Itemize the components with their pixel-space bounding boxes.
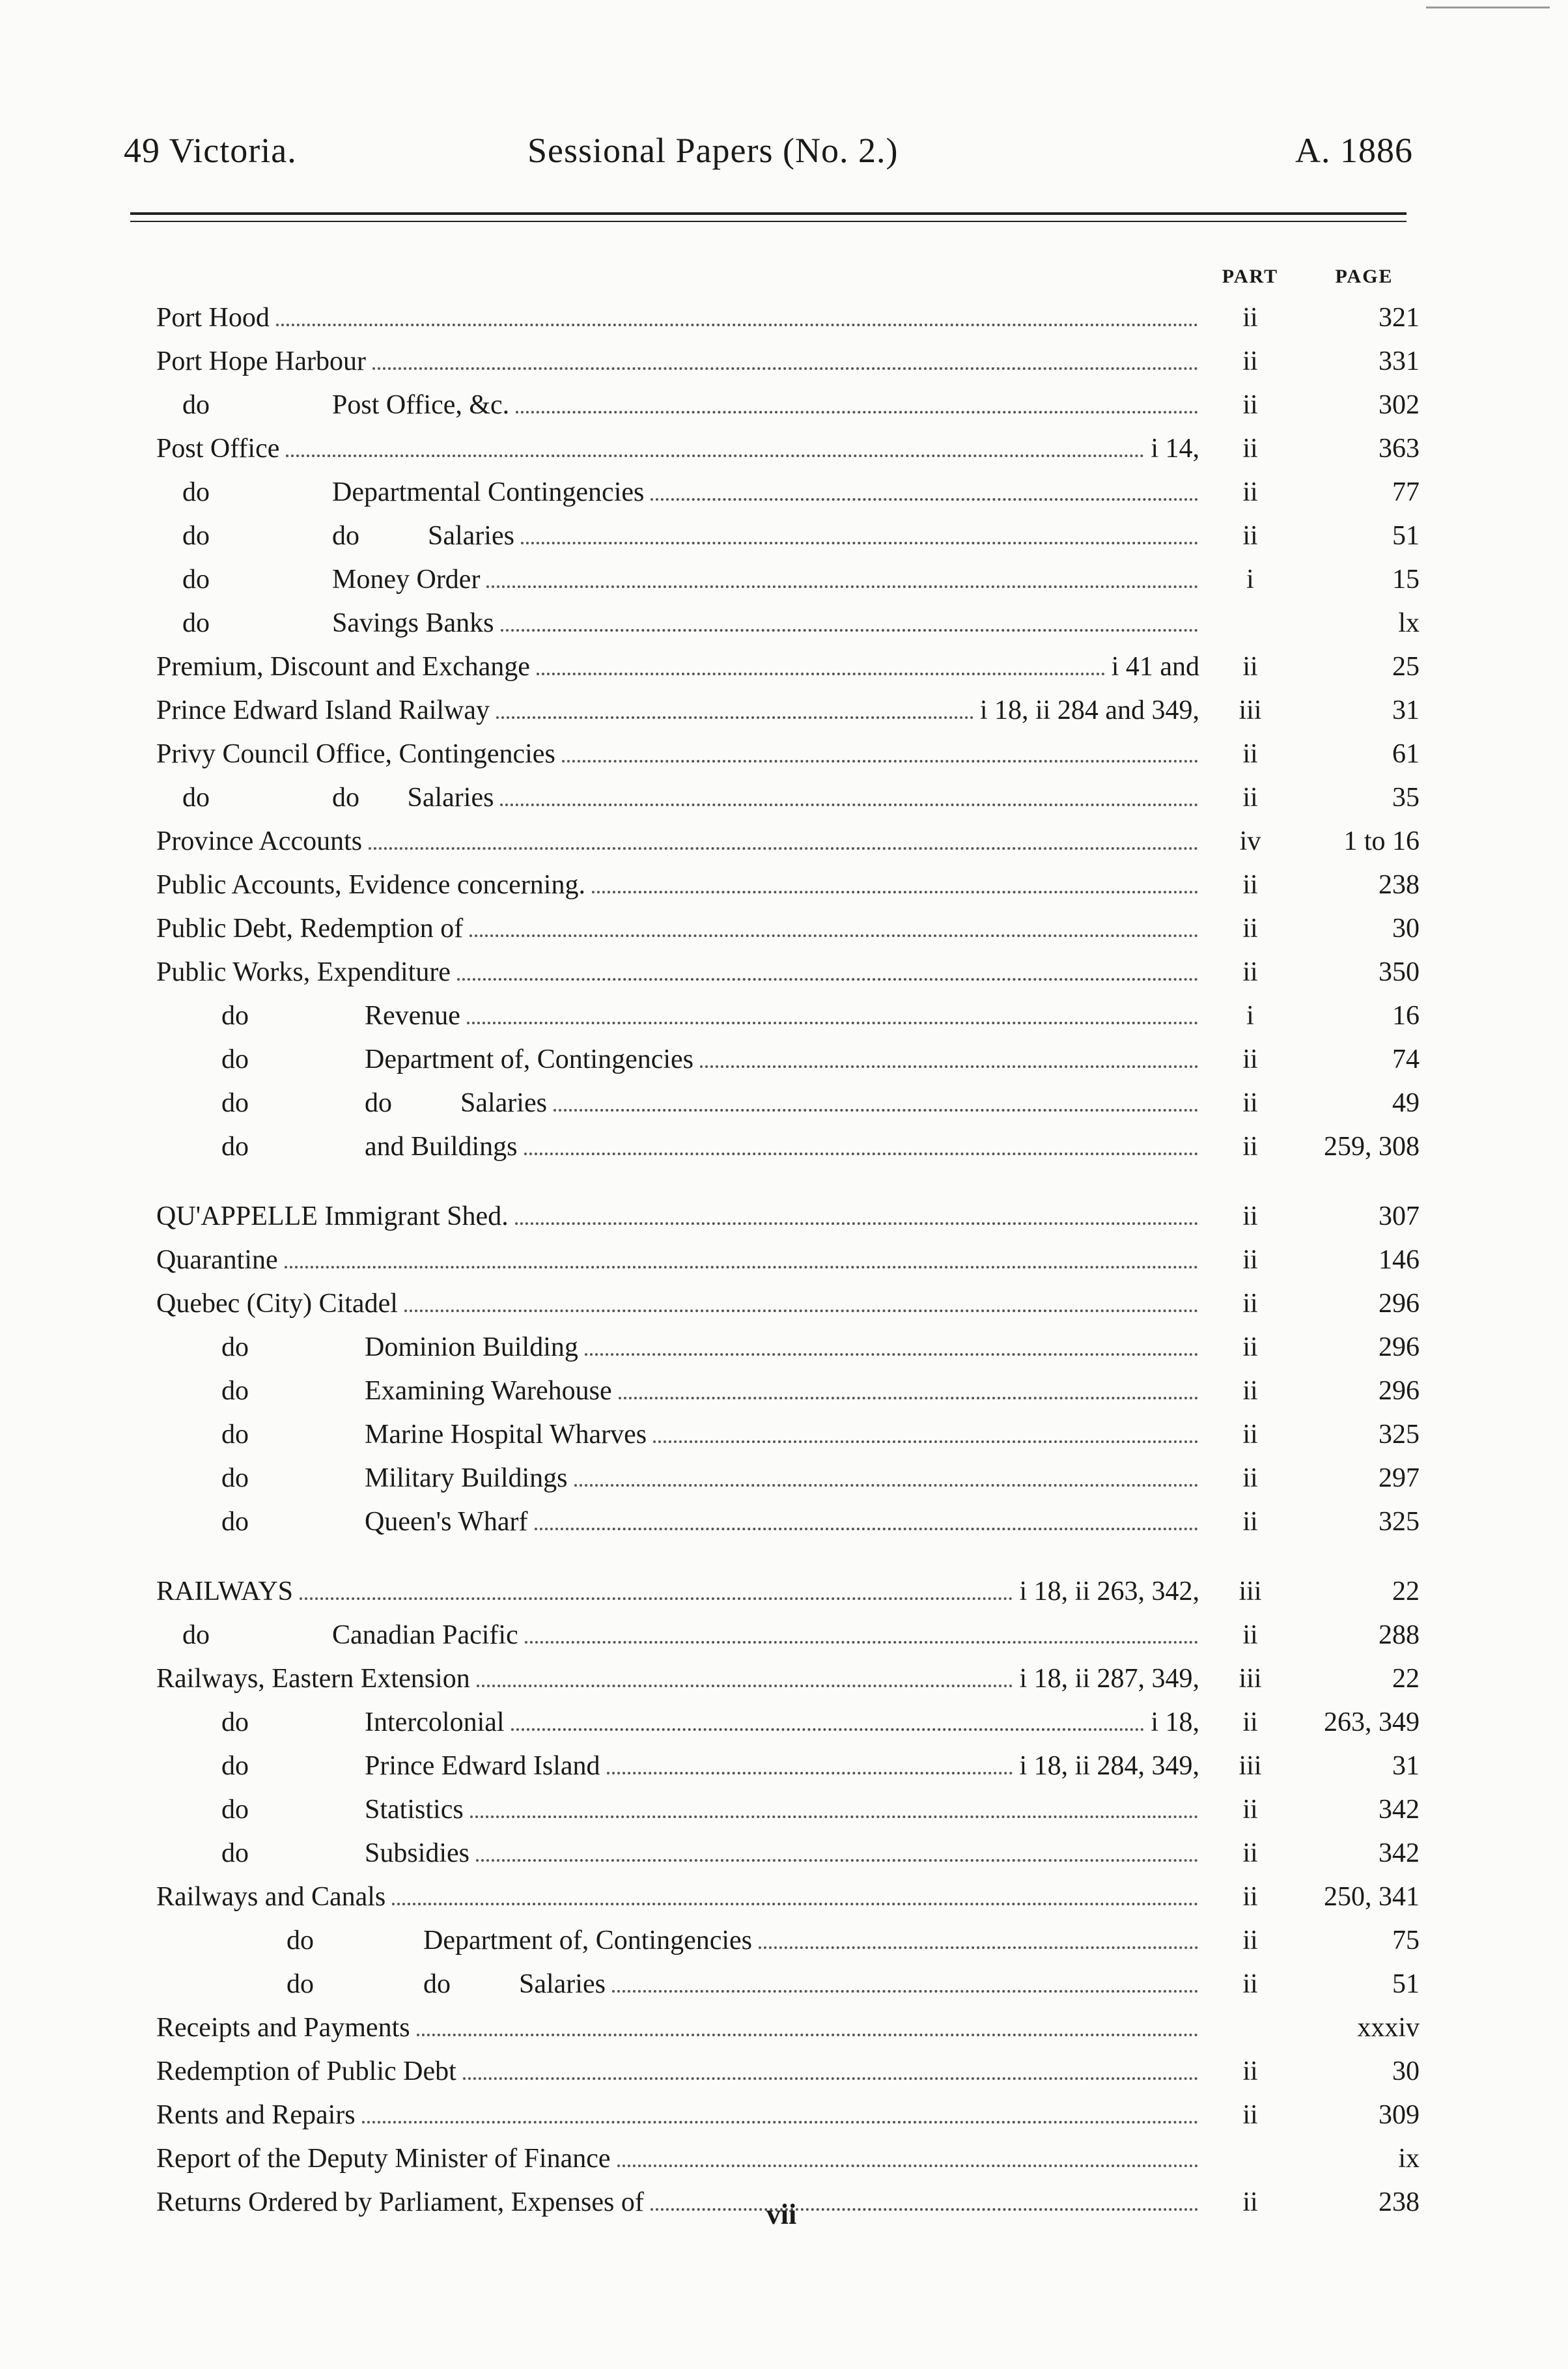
index-entry — [0, 733, 1568, 776]
index-entry — [0, 1457, 1568, 1500]
index-entry — [0, 951, 1568, 994]
index-entry — [0, 1413, 1568, 1457]
dot-leader — [372, 367, 1198, 370]
entry-label: Receipts and Payments — [156, 2013, 410, 2043]
entry-page: xxxiv — [1357, 2013, 1420, 2043]
index-entry — [0, 1614, 1568, 1657]
index-entry — [0, 1875, 1568, 1919]
entry-page: 309 — [1379, 2100, 1420, 2130]
ditto-mark: do — [221, 1707, 249, 1737]
entry-part: ii — [1242, 477, 1258, 507]
entry-part: ii — [1242, 1132, 1258, 1162]
index-entry — [0, 863, 1568, 907]
ditto-mark: do — [221, 1463, 249, 1493]
entry-page: 296 — [1379, 1376, 1420, 1406]
dot-leader — [276, 324, 1198, 326]
entry-label: RAILWAYS — [156, 1577, 294, 1606]
index-entry — [0, 1657, 1568, 1701]
entry-part: ii — [1242, 2187, 1258, 2217]
dot-leader — [463, 2077, 1198, 2080]
dot-leader — [469, 934, 1198, 937]
entry-part: ii — [1242, 390, 1258, 420]
entry-label: Canadian Pacific — [332, 1620, 518, 1650]
index-entry — [0, 2006, 1568, 2050]
entry-part: ii — [1242, 1201, 1258, 1231]
entry-label: Marine Hospital Wharves — [365, 1420, 647, 1450]
ditto-mark: do — [182, 390, 210, 420]
entry-label: Dominion Building — [365, 1332, 578, 1362]
entry-page: 1 to 16 — [1343, 826, 1420, 856]
entry-label: Returns Ordered by Parliament, Expenses of — [156, 2187, 644, 2217]
ditto-mark: do — [221, 1420, 249, 1450]
entry-label: Subsidies — [365, 1838, 470, 1868]
entry-page: 15 — [1392, 565, 1420, 595]
dot-leader — [511, 1728, 1145, 1731]
index-entry — [0, 471, 1568, 514]
ditto-mark: do — [221, 1088, 249, 1118]
entry-label: Premium, Discount and Exchange — [156, 652, 530, 682]
entry-label: Public Accounts, Evidence concerning. — [156, 870, 585, 900]
index-entry — [0, 384, 1568, 427]
entry-label: Railways and Canals — [156, 1882, 386, 1912]
dot-leader — [574, 1484, 1198, 1487]
dot-leader — [525, 1641, 1198, 1644]
entry-label: Quebec (City) Citadel — [156, 1289, 398, 1319]
entry-label: Examining Warehouse — [365, 1376, 612, 1406]
index-entry — [0, 427, 1568, 471]
entry-page: 342 — [1379, 1795, 1420, 1825]
index-entry — [0, 2094, 1568, 2137]
entry-reference: i 41 and — [1111, 652, 1199, 682]
entry-page: 31 — [1392, 1751, 1420, 1781]
dot-leader — [537, 673, 1105, 675]
index-entry — [0, 689, 1568, 733]
entry-label: Department of, Contingencies — [423, 1926, 753, 1955]
entry-label: do Salaries — [423, 1969, 606, 1999]
index-entry — [0, 1832, 1568, 1875]
entry-page: 296 — [1379, 1332, 1420, 1362]
entry-page: 61 — [1392, 739, 1420, 769]
index-entry — [0, 1239, 1568, 1282]
entry-part: iii — [1239, 1577, 1262, 1606]
entry-label: do Salaries — [332, 521, 514, 551]
dot-leader — [562, 760, 1198, 763]
dot-leader — [521, 542, 1198, 544]
entry-part: ii — [1242, 1463, 1258, 1493]
entry-part: ii — [1242, 957, 1258, 987]
dot-leader — [592, 891, 1198, 893]
entry-reference: i 18, — [1151, 1707, 1199, 1737]
entry-page: 238 — [1379, 870, 1420, 900]
ditto-mark: do — [287, 1926, 314, 1955]
entry-page: 22 — [1392, 1577, 1420, 1606]
ditto-mark: do — [182, 608, 210, 638]
entry-label: Savings Banks — [332, 608, 494, 638]
entry-page: 259, 308 — [1324, 1132, 1420, 1162]
ditto-mark: do — [182, 1620, 210, 1650]
entry-page: 22 — [1392, 1664, 1420, 1694]
ditto-mark: do — [182, 477, 210, 507]
entry-label: Intercolonial — [365, 1707, 505, 1737]
entry-label: Redemption of Public Debt — [156, 2056, 456, 2086]
entry-reference: i 18, ii 263, 342, — [1019, 1577, 1199, 1606]
ditto-mark: do — [221, 1132, 249, 1162]
entry-label: Port Hood — [156, 303, 270, 333]
index-entry — [0, 1038, 1568, 1082]
entry-label: Prince Edward Island Railway — [156, 695, 490, 725]
entry-label: do Salaries — [332, 783, 494, 813]
page-number: vii — [766, 2198, 797, 2230]
header-rule — [130, 212, 1407, 222]
index-entry — [0, 776, 1568, 820]
entry-part: iv — [1239, 826, 1261, 856]
entry-part: ii — [1242, 346, 1258, 376]
dot-leader — [457, 978, 1198, 981]
entry-label: Report of the Deputy Minister of Finance — [156, 2144, 611, 2174]
entry-page: 250, 341 — [1324, 1882, 1420, 1912]
index-entry — [0, 296, 1568, 340]
header-year: A. 1886 — [1295, 131, 1413, 170]
entry-part: iii — [1239, 1751, 1262, 1781]
entry-reference: i 18, ii 287, 349, — [1019, 1664, 1199, 1694]
entry-page: 325 — [1379, 1420, 1420, 1450]
entry-page: 288 — [1379, 1620, 1420, 1650]
entry-label: Quarantine — [156, 1245, 278, 1275]
entry-part: ii — [1242, 521, 1258, 551]
entry-page: 77 — [1392, 477, 1420, 507]
entry-part: iii — [1239, 695, 1262, 725]
ditto-mark: do — [221, 1332, 249, 1362]
entry-part: ii — [1242, 1332, 1258, 1362]
entry-label: Queen's Wharf — [365, 1507, 528, 1537]
column-header-part: PART — [1222, 266, 1279, 287]
dot-leader — [404, 1310, 1198, 1312]
index-entry — [0, 1919, 1568, 1963]
dot-leader — [700, 1065, 1198, 1068]
column-header-page: PAGE — [1335, 266, 1393, 287]
entry-label: Public Works, Expenditure — [156, 957, 451, 987]
entry-label: do Salaries — [365, 1088, 547, 1118]
dot-leader — [524, 1153, 1198, 1155]
index-entry — [0, 1701, 1568, 1745]
entry-label: Military Buildings — [365, 1463, 568, 1493]
header-volume: 49 Victoria. — [124, 131, 297, 170]
dot-leader — [500, 804, 1198, 806]
entry-part: ii — [1242, 783, 1258, 813]
entry-label: Money Order — [332, 565, 481, 595]
dot-leader — [392, 1903, 1198, 1905]
entry-part: ii — [1242, 2100, 1258, 2130]
index-entry — [0, 1963, 1568, 2006]
ditto-mark: do — [221, 1838, 249, 1868]
index-entry — [0, 994, 1568, 1038]
entry-label: Department of, Contingencies — [365, 1044, 694, 1074]
index-entry — [0, 1082, 1568, 1125]
entry-part: ii — [1242, 1245, 1258, 1275]
dot-leader — [496, 716, 973, 719]
entry-page: 51 — [1392, 1969, 1420, 1999]
index-entry — [0, 1788, 1568, 1832]
index-entry — [0, 1745, 1568, 1788]
ditto-mark: do — [221, 1751, 249, 1781]
dot-leader — [470, 1815, 1198, 1818]
entry-label: Prince Edward Island — [365, 1751, 600, 1781]
entry-page: 297 — [1379, 1463, 1420, 1493]
dot-leader — [607, 1772, 1013, 1774]
entry-label: Post Office, &c. — [332, 390, 510, 420]
entry-page: 238 — [1379, 2187, 1420, 2217]
header-title: Sessional Papers (No. 2.) — [527, 131, 899, 170]
index-entry — [0, 1500, 1568, 1544]
entry-reference: i 18, ii 284, 349, — [1019, 1751, 1199, 1781]
index-entry — [0, 1326, 1568, 1369]
entry-part: ii — [1242, 739, 1258, 769]
dot-leader — [286, 455, 1144, 457]
dot-leader — [501, 629, 1198, 632]
entry-page: 321 — [1379, 303, 1420, 333]
ditto-mark: do — [182, 521, 210, 551]
entry-page: 31 — [1392, 695, 1420, 725]
entry-label: Province Accounts — [156, 826, 363, 856]
dot-leader — [759, 1946, 1198, 1949]
entry-part: ii — [1242, 303, 1258, 333]
entry-page: 74 — [1392, 1044, 1420, 1074]
index-entry — [0, 1570, 1568, 1614]
entry-label: QU'APPELLE Immigrant Shed. — [156, 1201, 509, 1231]
index-entry — [0, 558, 1568, 602]
entry-part: ii — [1242, 1795, 1258, 1825]
dot-leader — [515, 1222, 1198, 1225]
entry-label: Revenue — [365, 1001, 460, 1031]
dot-leader — [553, 1109, 1198, 1112]
dot-leader — [369, 847, 1198, 850]
entry-page: 307 — [1379, 1201, 1420, 1231]
entry-label: Rents and Repairs — [156, 2100, 356, 2130]
index-entry — [0, 907, 1568, 951]
entry-part: ii — [1242, 434, 1258, 464]
entry-part: i — [1246, 1001, 1254, 1031]
dot-leader — [467, 1022, 1198, 1024]
entry-part: ii — [1242, 914, 1258, 944]
entry-part: ii — [1242, 1289, 1258, 1319]
entry-page: lx — [1398, 608, 1420, 638]
index-entry — [0, 602, 1568, 645]
entry-part: ii — [1242, 1376, 1258, 1406]
entry-part: iii — [1239, 1664, 1262, 1694]
dot-leader — [612, 1990, 1198, 1993]
entry-page: 51 — [1392, 521, 1420, 551]
entry-label: and Buildings — [365, 1132, 518, 1162]
dot-leader — [477, 1685, 1013, 1687]
entry-part: ii — [1242, 1969, 1258, 1999]
index-entry — [0, 820, 1568, 863]
entry-page: 325 — [1379, 1507, 1420, 1537]
dot-leader — [476, 1859, 1198, 1862]
dot-leader — [535, 1528, 1198, 1530]
ditto-mark: do — [221, 1507, 249, 1537]
entry-part: ii — [1242, 1926, 1258, 1955]
entry-page: 263, 349 — [1324, 1707, 1420, 1737]
entry-page: 16 — [1392, 1001, 1420, 1031]
ditto-mark: do — [182, 565, 210, 595]
entry-part: i — [1246, 565, 1254, 595]
index-entries — [0, 296, 1568, 2224]
entry-label: Statistics — [365, 1795, 464, 1825]
entry-page: 350 — [1379, 957, 1420, 987]
entry-part: ii — [1242, 1707, 1258, 1737]
entry-part: ii — [1242, 2056, 1258, 2086]
entry-page: 331 — [1379, 346, 1420, 376]
entry-label: Port Hope Harbour — [156, 346, 366, 376]
entry-part: ii — [1242, 1838, 1258, 1868]
entry-page: 25 — [1392, 652, 1420, 682]
entry-part: ii — [1242, 652, 1258, 682]
entry-reference: i 18, ii 284 and 349, — [979, 695, 1199, 725]
index-entry — [0, 340, 1568, 384]
entry-page: ix — [1398, 2144, 1420, 2174]
entry-reference: i 14, — [1151, 434, 1199, 464]
index-entry — [0, 1125, 1568, 1169]
index-entry — [0, 2137, 1568, 2181]
dot-leader — [585, 1353, 1198, 1356]
dot-leader — [617, 2165, 1198, 2167]
ditto-mark: do — [221, 1001, 249, 1031]
running-header — [124, 130, 1413, 182]
entry-label: Railways, Eastern Extension — [156, 1664, 470, 1694]
entry-page: 30 — [1392, 914, 1420, 944]
dot-leader — [653, 1440, 1198, 1443]
entry-part: ii — [1242, 1620, 1258, 1650]
dot-leader — [651, 498, 1198, 501]
entry-part: ii — [1242, 1507, 1258, 1537]
dot-leader — [516, 411, 1198, 414]
entry-part: ii — [1242, 1088, 1258, 1118]
entry-page: 35 — [1392, 783, 1420, 813]
dot-leader — [417, 2034, 1198, 2036]
dot-leader — [619, 1397, 1198, 1399]
entry-page: 146 — [1379, 1245, 1420, 1275]
index-entry — [0, 1282, 1568, 1326]
entry-part: ii — [1242, 1420, 1258, 1450]
entry-page: 75 — [1392, 1926, 1420, 1955]
dot-leader — [300, 1597, 1013, 1600]
entry-part: ii — [1242, 1044, 1258, 1074]
corner-rule — [1426, 7, 1550, 8]
entry-label: Public Debt, Redemption of — [156, 914, 464, 944]
ditto-mark: do — [287, 1969, 314, 1999]
entry-page: 296 — [1379, 1289, 1420, 1319]
index-entry — [0, 1195, 1568, 1239]
entry-part: ii — [1242, 870, 1258, 900]
ditto-mark: do — [221, 1795, 249, 1825]
dot-leader — [486, 585, 1198, 588]
dot-leader — [285, 1266, 1198, 1269]
ditto-mark: do — [221, 1044, 249, 1074]
entry-label: Departmental Contingencies — [332, 477, 645, 507]
ditto-mark: do — [221, 1376, 249, 1406]
entry-page: 302 — [1379, 390, 1420, 420]
index-entry — [0, 1369, 1568, 1413]
index-entry — [0, 514, 1568, 558]
entry-page: 49 — [1392, 1088, 1420, 1118]
dot-leader — [362, 2121, 1198, 2124]
index-entry — [0, 2050, 1568, 2094]
entry-part: ii — [1242, 1882, 1258, 1912]
entry-page: 363 — [1379, 434, 1420, 464]
ditto-mark: do — [182, 783, 210, 813]
entry-page: 342 — [1379, 1838, 1420, 1868]
index-entry — [0, 645, 1568, 689]
entry-page: 30 — [1392, 2056, 1420, 2086]
entry-label: Post Office — [156, 434, 280, 464]
entry-label: Privy Council Office, Contingencies — [156, 739, 555, 769]
